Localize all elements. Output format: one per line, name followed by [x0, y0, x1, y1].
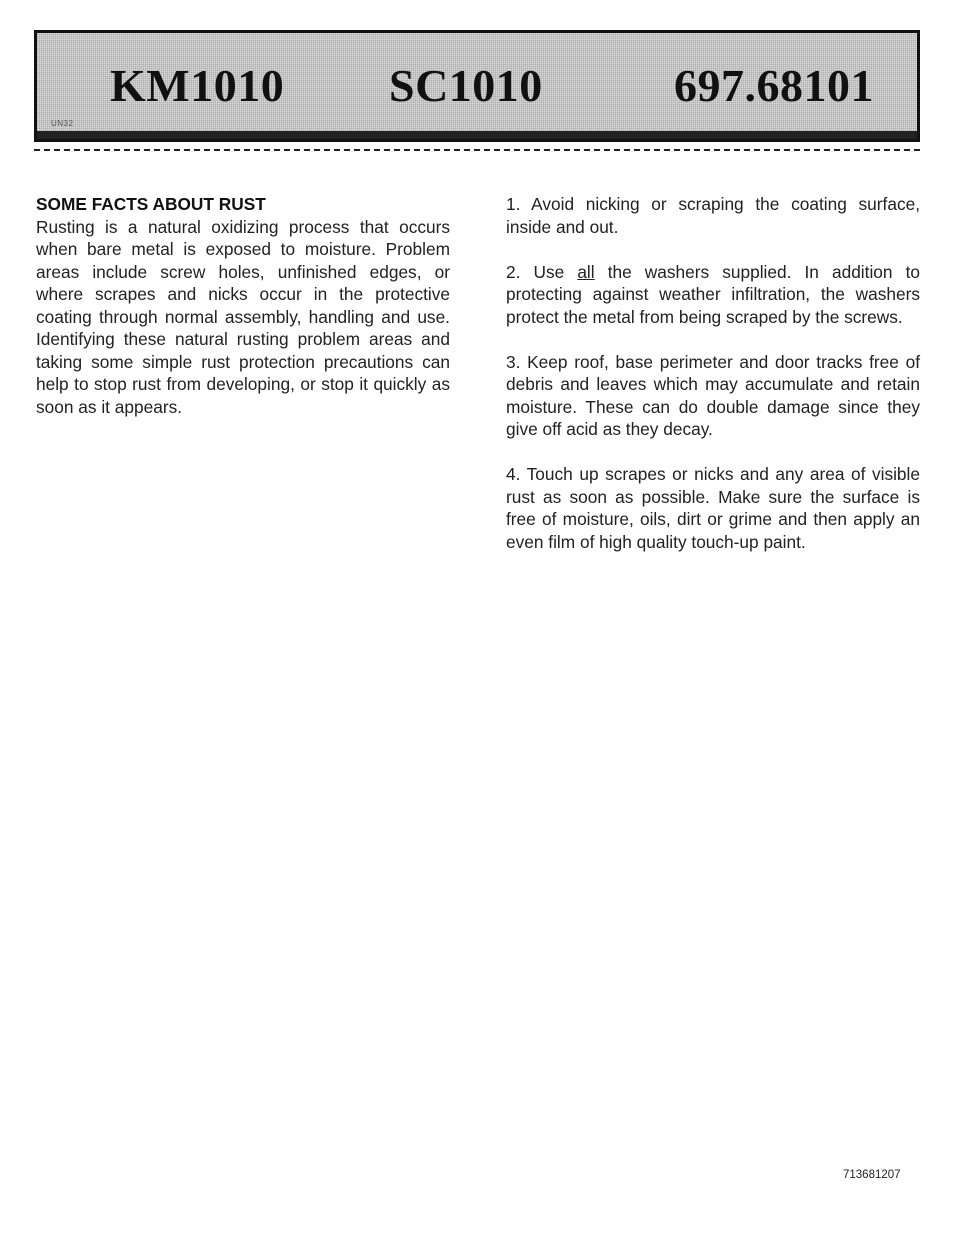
header-bottom-bar [37, 131, 917, 139]
model-number-km1010: KM1010 [110, 60, 285, 111]
tip-item: 1. Avoid nicking or scraping the coating surface, inside and out. [506, 194, 920, 237]
model-number-sears: 697.68101 [674, 60, 874, 111]
model-number-sc1010: SC1010 [389, 60, 543, 111]
header-code: UN32 [51, 119, 74, 128]
header-banner [34, 30, 920, 142]
rust-facts-column [36, 193, 450, 418]
rust-tips-column [506, 193, 920, 576]
rust-facts-paragraph: Rusting is a natural oxidizing process that occurs when bare metal is exposed to moisture. Problem areas include screw holes, unfinished edges, or where scrapes and nicks occur in the protective coating through normal assembly, handling and use. Identifying these natural rusting problem areas and taking some simple rust protection precautions can help to stop rust from developing, or stop it quickly as soon as it appears. [36, 216, 450, 417]
tip-item: 4. Touch up scrapes or nicks and any area of visible rust as soon as possible. Make sure the surface is free of moisture, oils, dirt or grime and then apply an even film of high quality touch-up paint. [506, 464, 920, 552]
tip-item: 3. Keep roof, base perimeter and door tracks free of debris and leaves which may accumulate and retain moisture. These can do double damage since they give off acid as they decay. [506, 351, 920, 439]
tip-emphasis: all [577, 261, 595, 282]
dashed-divider [34, 149, 920, 151]
tip-text-prefix: 2. Use [506, 261, 578, 282]
section-heading: SOME FACTS ABOUT RUST [36, 194, 266, 214]
page-code: 713681207 [843, 1169, 901, 1181]
tip-item [506, 261, 920, 329]
tip-text-suffix: the washers supplied. In addition to protecting against weather infiltration, the washers protect the metal from being scraped by the screws. [506, 261, 921, 327]
